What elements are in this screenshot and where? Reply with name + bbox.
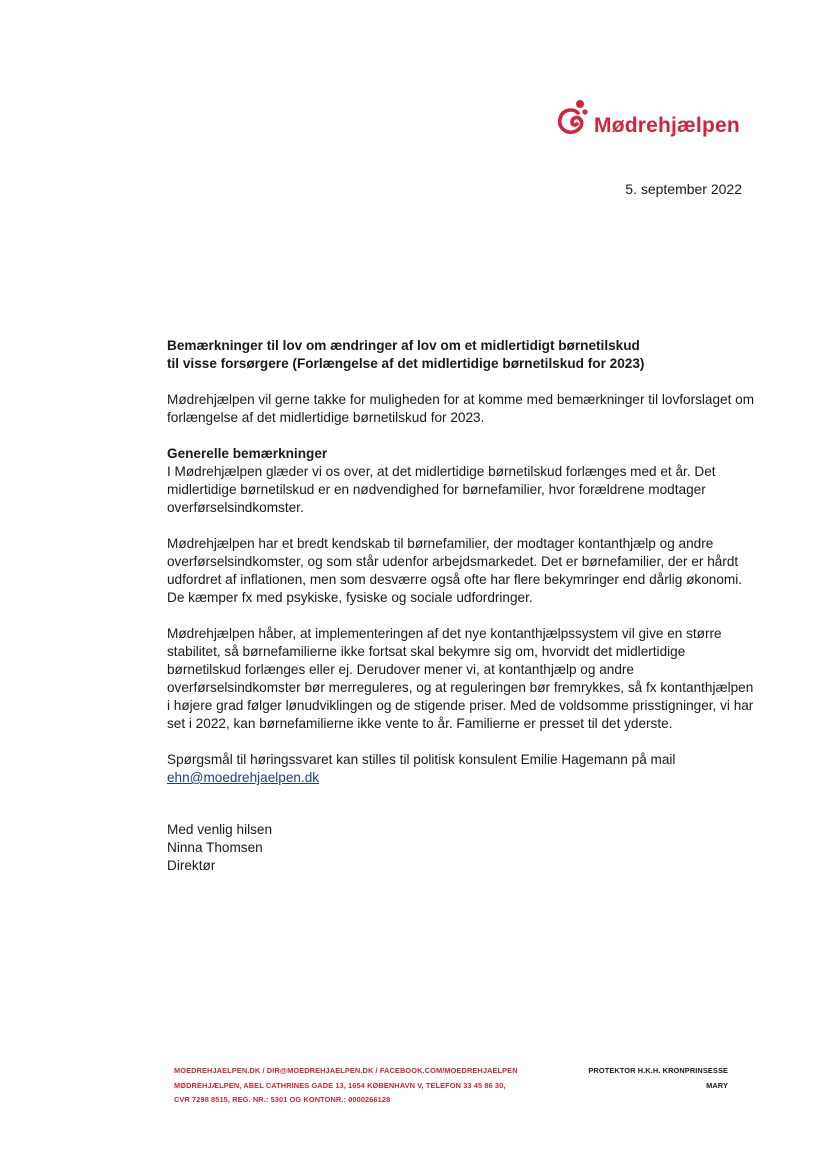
section-paragraph-1: I Mødrehjælpen glæder vi os over, at det midlertidige børnetilskud forlænges med et år. Det midlertidige børnetilskud er en nødvendighed for børnefamilier, hvor forældrene modtager overførselsindkomster.	[167, 464, 716, 515]
signoff-title: Direktør	[167, 858, 216, 873]
footer-protector	[588, 1064, 728, 1093]
letter-subject	[167, 337, 757, 373]
footer-line-3: CVR 7298 8515, REG. NR.: 5301 OG KONTONR.: 0000266128	[174, 1095, 391, 1104]
contact-paragraph	[167, 751, 757, 787]
footer-line-2: MØDREHJÆLPEN, ABEL CATHRINES GADE 13, 1654 KØBENHAVN V, TELEFON 33 45 86 30,	[174, 1080, 506, 1090]
protector-line-1: PROTEKTOR H.K.H. KRONPRINSESSE	[588, 1066, 728, 1075]
footer-line-1: MOEDREHJAELPEN.DK / DIR@MOEDREHJAELPEN.DK / FACEBOOK.COM/MOEDREHJAELPEN	[174, 1066, 518, 1075]
logo	[556, 96, 740, 138]
letter-body	[167, 337, 757, 805]
logo-text: Mødrehjælpen	[594, 114, 740, 137]
footer-contact	[174, 1064, 518, 1108]
subject-line-2: til visse forsørgere (Forlængelse af det midlertidige børnetilskud for 2023)	[167, 356, 645, 371]
intro-paragraph: Mødrehjælpen vil gerne takke for muligheden for at komme med bemærkninger til lovforslaget om forlængelse af det midlertidige børnetilskud for 2023.	[167, 392, 755, 425]
email-link[interactable]: ehn@moedrehjaelpen.dk	[167, 770, 320, 785]
section-general	[167, 445, 757, 517]
letter-date: 5. september 2022	[625, 181, 742, 197]
contact-text: Spørgsmål til høringssvaret kan stilles til politisk konsulent Emilie Hagemann på mail	[167, 752, 676, 767]
section-heading: Generelle bemærkninger	[167, 446, 328, 461]
protector-line-2: MARY	[706, 1080, 728, 1090]
subject-line-1: Bemærkninger til lov om ændringer af lov om et midlertidigt børnetilskud	[167, 338, 640, 353]
mother-child-icon	[556, 98, 590, 136]
signoff-name: Ninna Thomsen	[167, 840, 263, 855]
section-paragraph-2: Mødrehjælpen har et bredt kendskab til børnefamilier, der modtager kontanthjælp og andre overførselsindkomster, og som står udenfor arbejdsmarkedet. Det er børnefamilier, der er hårdt udfordret af inflationen, men som desværre også ofte har flere bekymringer end dårlig økonomi. De kæmper fx med psykiske, fysiske og sociale udfordringer.	[167, 536, 742, 605]
signoff	[167, 821, 272, 875]
section-paragraph-3: Mødrehjælpen håber, at implementeringen af det nye kontanthjælpssystem vil give en større stabilitet, så børnefamilierne ikke fortsat skal bekymre sig om, hvorvidt det midlertidige børnetilskud forlænges eller ej. Derudover mener vi, at kontanthjælp og andre overførselsindkomster bør merreguleres, og at reguleringen bør fremrykkes, så fx kontanthjælpen i højere grad følger lønudviklingen og de stigende priser. Med de voldsomme prisstigninger, vi har set i 2022, kan børnefamilierne ikke vente to år. Familierne er presset til det yderste.	[167, 626, 754, 731]
signoff-greeting: Med venlig hilsen	[167, 822, 273, 837]
